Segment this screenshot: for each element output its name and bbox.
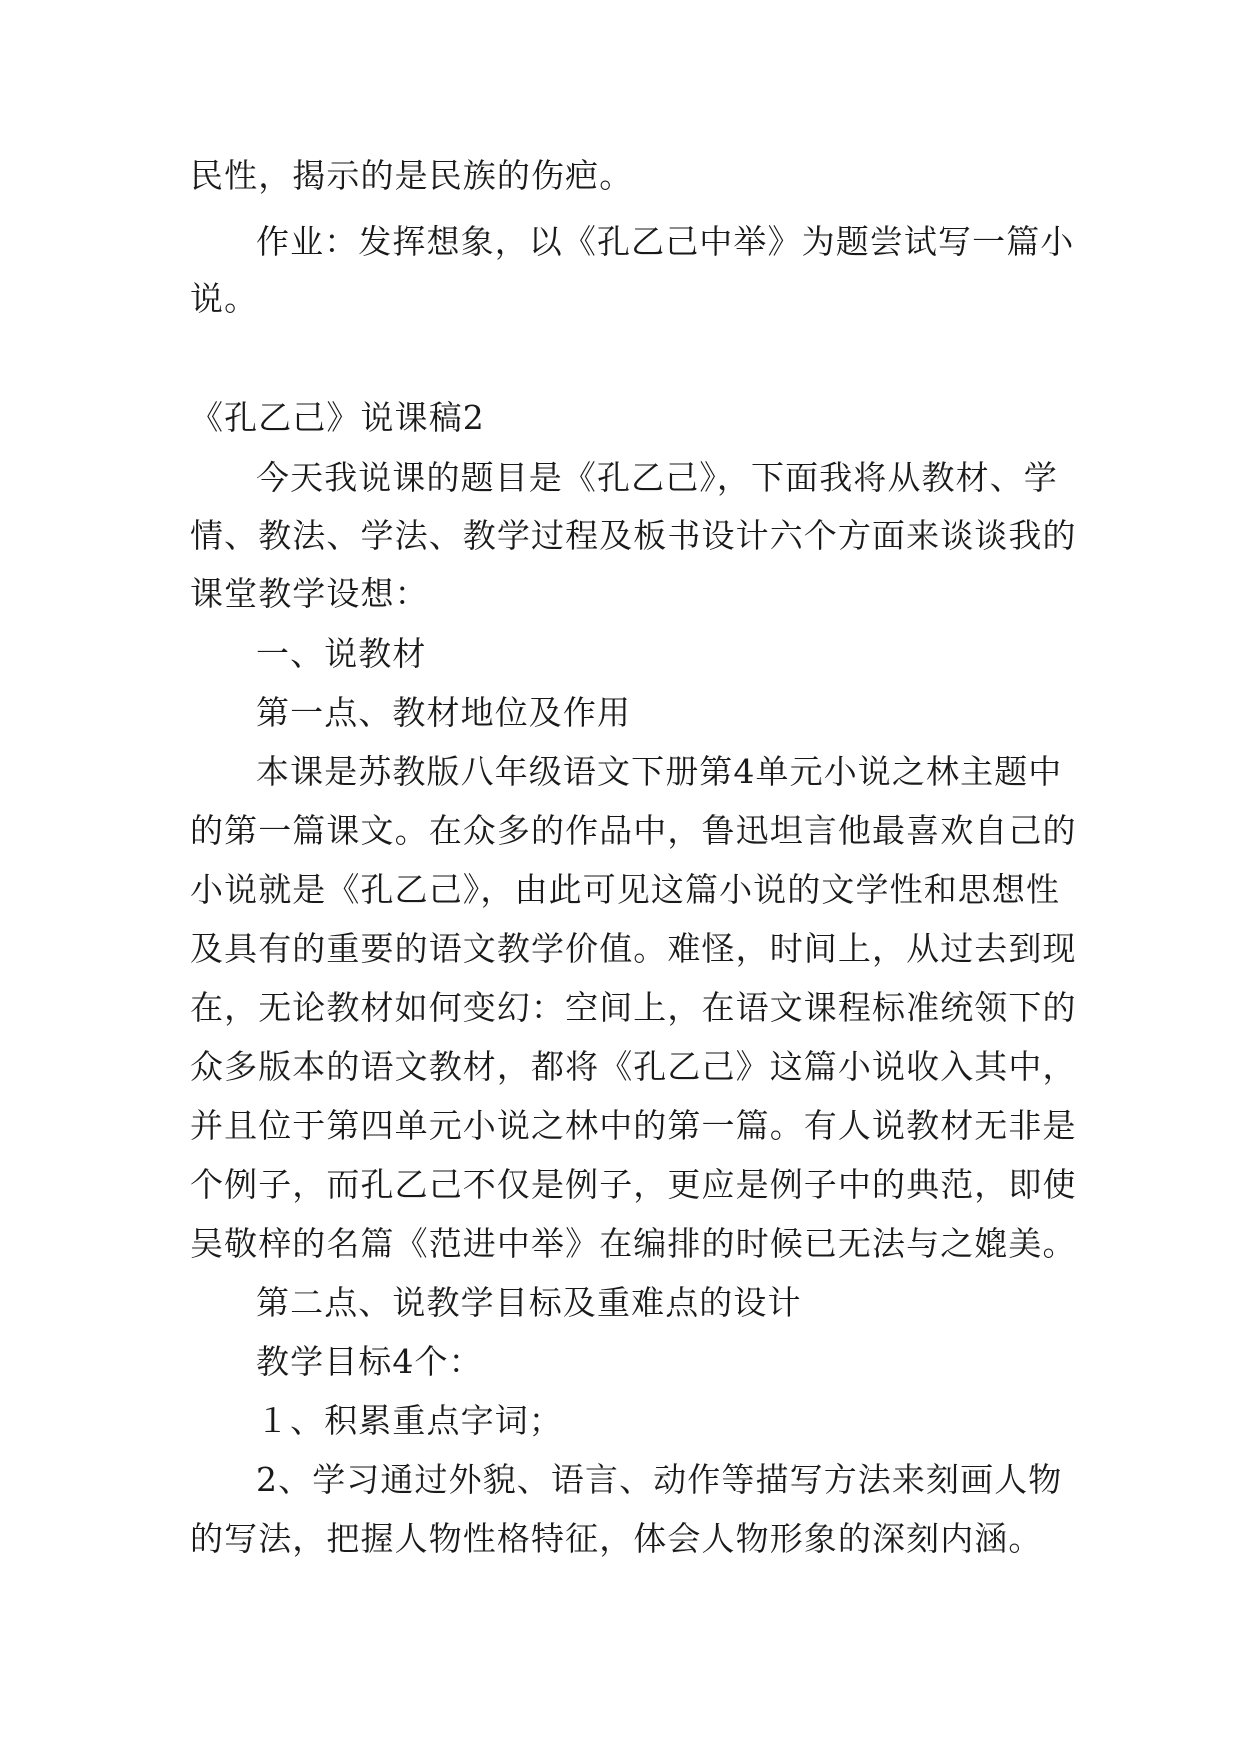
text-line: 在，无论教材如何变幻：空间上，在语文课程标准统领下的 <box>190 988 1077 1027</box>
text-line: 小说就是《孔乙己》，由此可见这篇小说的文学性和思想性 <box>190 870 1061 909</box>
text-line: 说。 <box>190 279 259 318</box>
list-item: 2、学习通过外貌、语言、动作等描写方法来刻画人物 <box>256 1460 1063 1499</box>
text-line: 及具有的重要的语文教学价值。难怪，时间上，从过去到现 <box>190 929 1077 968</box>
text-line: 教学目标4个： <box>256 1342 483 1381</box>
heading-line: 第二点、说教学目标及重难点的设计 <box>256 1283 802 1322</box>
text-line: 作业：发挥想象，以《孔乙己中举》为题尝试写一篇小 <box>256 222 1075 261</box>
text-line: 今天我说课的题目是《孔乙己》，下面我将从教材、学 <box>256 458 1058 497</box>
text-line: 的第一篇课文。在众多的作品中，鲁迅坦言他最喜欢自己的 <box>190 811 1077 850</box>
text-line: 个例子，而孔乙己不仅是例子，更应是例子中的典范，即使 <box>190 1165 1077 1204</box>
text-line: 吴敬梓的名篇《范进中举》在编排的时候已无法与之媲美。 <box>190 1224 1077 1263</box>
text-line: 课堂教学设想： <box>190 574 429 613</box>
list-item: １、积累重点字词； <box>256 1401 563 1440</box>
text-line: 众多版本的语文教材，都将《孔乙己》这篇小说收入其中， <box>190 1047 1077 1086</box>
heading-line: 一、说教材 <box>256 634 427 673</box>
text-line: 情、教法、学法、教学过程及板书设计六个方面来谈谈我的 <box>190 516 1077 555</box>
section-title: 《孔乙己》说课稿2 <box>190 398 485 437</box>
text-line: 并且位于第四单元小说之林中的第一篇。有人说教材无非是 <box>190 1106 1077 1145</box>
heading-line: 第一点、教材地位及作用 <box>256 693 632 732</box>
text-line: 的写法，把握人物性格特征，体会人物形象的深刻内涵。 <box>190 1519 1043 1558</box>
text-line: 民性，揭示的是民族的伤疤。 <box>190 156 634 195</box>
text-line: 本课是苏教版八年级语文下册第4单元小说之林主题中 <box>256 752 1063 791</box>
